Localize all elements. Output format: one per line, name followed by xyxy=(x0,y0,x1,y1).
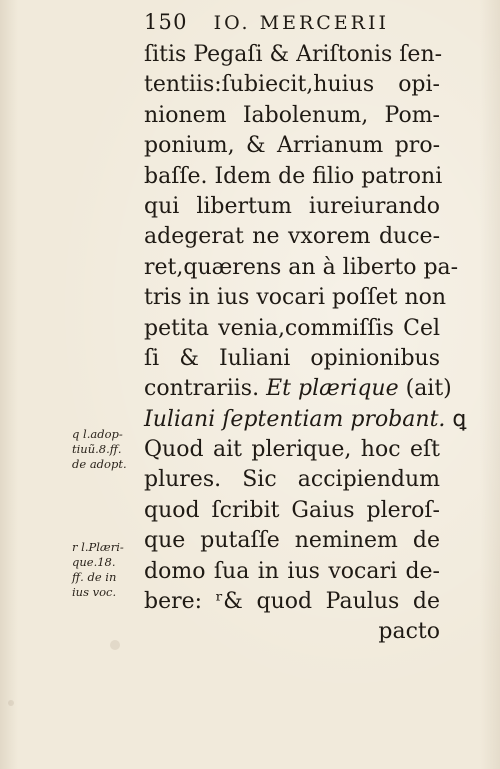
text-line: baſſe. Idem de filio patroni xyxy=(144,163,443,189)
text-line: ponium, & Arrianum pro- xyxy=(144,133,440,159)
running-title: IO. MERCERII xyxy=(213,12,389,34)
text-fragment: contrariis. xyxy=(144,376,260,402)
text-line-italic xyxy=(144,405,467,435)
text-line: que putaſſe neminem de xyxy=(144,528,440,554)
paper-stain xyxy=(8,700,14,706)
text-line: ret,quærens an à liberto pa- xyxy=(144,254,459,280)
margin-note-line: r l.Plæri- xyxy=(72,540,124,554)
text-line: domo ſua in ius vocari de- xyxy=(144,558,440,584)
margin-note-plerique xyxy=(72,540,124,600)
text-line: tentiis:ſubiecit,huius opi- xyxy=(144,72,440,98)
text-line: adegerat ne vxorem duce- xyxy=(144,224,440,250)
paper-stain xyxy=(110,640,120,650)
margin-note-line: tiuũ.8.ff. xyxy=(72,442,122,456)
margin-note-line: de adopt. xyxy=(72,457,127,471)
italic-fragment: Et plærique xyxy=(266,376,399,402)
catchword: pacto xyxy=(378,619,440,645)
text-line: plures. Sic accipiendum xyxy=(144,467,440,493)
main-text-block xyxy=(144,40,467,648)
text-fragment: (ait) xyxy=(405,376,452,402)
text-fragment: ꝗ xyxy=(452,406,467,432)
text-line: Quod ait plerique, hoc eſt xyxy=(144,437,440,463)
margin-note-line: q l.adop- xyxy=(72,427,123,441)
text-line: quod ſcribit Gaius pleroſ- xyxy=(144,497,440,523)
text-line: petita venia,commiſſis Cel xyxy=(144,315,440,341)
text-line: ſitis Pegaſi & Ariſtonis ſen- xyxy=(144,42,443,67)
text-line: ſi & Iuliani opinionibus xyxy=(144,345,440,371)
margin-note-adoption xyxy=(72,427,127,472)
margin-note-line: que.18. xyxy=(72,555,116,569)
margin-note-line: ius voc. xyxy=(72,585,117,599)
text-line-mixed xyxy=(144,374,452,404)
margin-note-line: ff. de in xyxy=(72,570,117,584)
italic-fragment: Iuliani ſeptentiam probant. xyxy=(144,406,446,432)
text-line: bere: ʳ& quod Paulus de xyxy=(144,589,440,615)
running-head xyxy=(144,8,434,36)
text-line: tris in ius vocari poſſet non xyxy=(144,285,447,311)
text-line: nionem Iabolenum, Pom- xyxy=(144,102,440,128)
text-line: qui libertum iureiurando xyxy=(144,193,440,219)
page-number: 150 xyxy=(144,10,188,34)
